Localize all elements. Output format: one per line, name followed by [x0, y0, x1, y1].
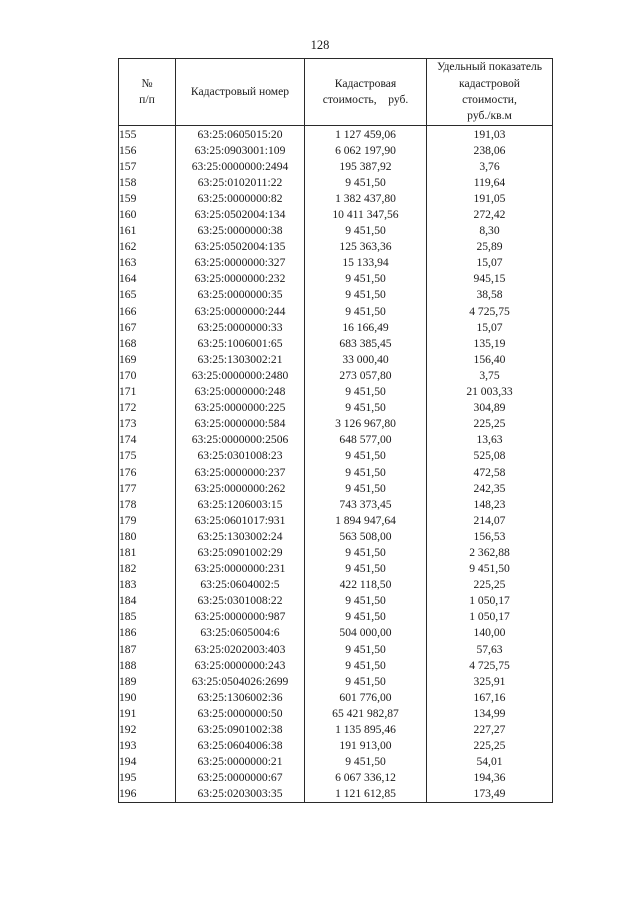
header-num — [119, 59, 176, 126]
cadastral-value: 10 411 347,56 — [305, 206, 427, 222]
header-specific-line-3: стоимости, — [462, 93, 517, 106]
cadastral-value: 6 062 197,90 — [305, 142, 427, 158]
specific-value: 242,35 — [427, 480, 553, 496]
specific-value: 167,16 — [427, 689, 553, 705]
cadastral-value: 6 067 336,12 — [305, 770, 427, 786]
cadastral-number: 63:25:0000000:243 — [176, 657, 305, 673]
row-number: 192 — [119, 721, 176, 737]
row-number: 193 — [119, 738, 176, 754]
cadastral-number: 63:25:0000000:987 — [176, 609, 305, 625]
cadastral-number: 63:25:0301008:23 — [176, 448, 305, 464]
cadastral-value: 9 451,50 — [305, 544, 427, 560]
row-number: 196 — [119, 786, 176, 803]
cadastral-number: 63:25:1006001:65 — [176, 335, 305, 351]
specific-value: 15,07 — [427, 319, 553, 335]
specific-value: 54,01 — [427, 754, 553, 770]
cadastral-number: 63:25:0000000:262 — [176, 480, 305, 496]
cadastral-value: 1 127 459,06 — [305, 126, 427, 143]
cadastral-value: 9 451,50 — [305, 561, 427, 577]
cadastral-number: 63:25:0604006:38 — [176, 738, 305, 754]
cadastral-number: 63:25:0901002:29 — [176, 544, 305, 560]
row-number: 173 — [119, 416, 176, 432]
cadastral-number: 63:25:0000000:237 — [176, 464, 305, 480]
cadastral-value: 1 382 437,80 — [305, 190, 427, 206]
header-specific — [427, 59, 553, 126]
table-row — [119, 738, 553, 754]
cadastral-number: 63:25:0604002:5 — [176, 577, 305, 593]
specific-value: 3,76 — [427, 158, 553, 174]
cadastral-value: 683 385,45 — [305, 335, 427, 351]
cadastral-number: 63:25:0000000:327 — [176, 255, 305, 271]
table-row — [119, 416, 553, 432]
row-number: 161 — [119, 223, 176, 239]
header-num-line-1: № — [141, 76, 153, 90]
cadastral-value: 648 577,00 — [305, 432, 427, 448]
table-row — [119, 206, 553, 222]
cadastral-value: 273 057,80 — [305, 367, 427, 383]
header-cadastral-number: Кадастровый номер — [176, 59, 305, 126]
cadastral-value: 33 000,40 — [305, 351, 427, 367]
row-number: 170 — [119, 367, 176, 383]
cadastral-number: 63:25:0605015:20 — [176, 126, 305, 143]
row-number: 175 — [119, 448, 176, 464]
cadastral-value: 563 508,00 — [305, 528, 427, 544]
cadastral-number: 63:25:0203003:35 — [176, 786, 305, 803]
row-number: 174 — [119, 432, 176, 448]
table-row — [119, 174, 553, 190]
cadastral-value: 9 451,50 — [305, 673, 427, 689]
cadastral-number: 63:25:0504026:2699 — [176, 673, 305, 689]
specific-value: 38,58 — [427, 287, 553, 303]
row-number: 178 — [119, 496, 176, 512]
specific-value: 148,23 — [427, 496, 553, 512]
cadastral-value: 9 451,50 — [305, 641, 427, 657]
table-row — [119, 287, 553, 303]
cadastral-number: 63:25:0000000:82 — [176, 190, 305, 206]
row-number: 187 — [119, 641, 176, 657]
table-row — [119, 480, 553, 496]
table-row — [119, 239, 553, 255]
cadastral-value: 65 421 982,87 — [305, 705, 427, 721]
row-number: 165 — [119, 287, 176, 303]
cadastral-value: 9 451,50 — [305, 400, 427, 416]
cadastral-number: 63:25:0000000:248 — [176, 384, 305, 400]
cadastral-value: 9 451,50 — [305, 754, 427, 770]
cadastral-value: 9 451,50 — [305, 480, 427, 496]
table-row — [119, 577, 553, 593]
cadastral-number: 63:25:0000000:21 — [176, 754, 305, 770]
cadastral-value: 743 373,45 — [305, 496, 427, 512]
cadastral-value: 422 118,50 — [305, 577, 427, 593]
specific-value: 325,91 — [427, 673, 553, 689]
header-specific-line-2: кадастровой — [459, 76, 520, 90]
specific-value: 13,63 — [427, 432, 553, 448]
cadastral-value: 125 363,36 — [305, 239, 427, 255]
header-value-line-1: Кадастровая — [334, 76, 397, 90]
header-num-line-2: п/п — [139, 93, 155, 106]
cadastral-value: 15 133,94 — [305, 255, 427, 271]
cadastral-number: 63:25:0000000:2506 — [176, 432, 305, 448]
table-row — [119, 432, 553, 448]
specific-value: 135,19 — [427, 335, 553, 351]
table-row — [119, 335, 553, 351]
row-number: 167 — [119, 319, 176, 335]
cadastral-number: 63:25:0000000:2480 — [176, 367, 305, 383]
table-row — [119, 400, 553, 416]
table-row — [119, 528, 553, 544]
table-row — [119, 593, 553, 609]
table-row — [119, 303, 553, 319]
header-value-line-2: стоимость, руб. — [322, 93, 409, 106]
row-number: 166 — [119, 303, 176, 319]
cadastral-value: 9 451,50 — [305, 464, 427, 480]
row-number: 182 — [119, 561, 176, 577]
specific-value: 945,15 — [427, 271, 553, 287]
specific-value: 4 725,75 — [427, 657, 553, 673]
table-row — [119, 223, 553, 239]
cadastral-number: 63:25:0202003:403 — [176, 641, 305, 657]
specific-value: 1 050,17 — [427, 593, 553, 609]
header-specific-line-1: Удельный показатель — [436, 60, 543, 74]
row-number: 190 — [119, 689, 176, 705]
specific-value: 2 362,88 — [427, 544, 553, 560]
specific-value: 173,49 — [427, 786, 553, 803]
row-number: 160 — [119, 206, 176, 222]
row-number: 164 — [119, 271, 176, 287]
row-number: 177 — [119, 480, 176, 496]
row-number: 162 — [119, 239, 176, 255]
row-number: 168 — [119, 335, 176, 351]
table-row — [119, 786, 553, 803]
specific-value: 15,07 — [427, 255, 553, 271]
table-body — [119, 126, 553, 803]
row-number: 194 — [119, 754, 176, 770]
table-row — [119, 496, 553, 512]
row-number: 172 — [119, 400, 176, 416]
cadastral-number: 63:25:0000000:244 — [176, 303, 305, 319]
table-row — [119, 448, 553, 464]
table-row — [119, 657, 553, 673]
cadastral-value: 1 121 612,85 — [305, 786, 427, 803]
cadastral-value: 9 451,50 — [305, 609, 427, 625]
cadastral-table — [118, 58, 553, 803]
row-number: 184 — [119, 593, 176, 609]
cadastral-value: 601 776,00 — [305, 689, 427, 705]
specific-value: 238,06 — [427, 142, 553, 158]
table-row — [119, 754, 553, 770]
cadastral-number: 63:25:0601017:931 — [176, 512, 305, 528]
cadastral-number: 63:25:0901002:38 — [176, 721, 305, 737]
header-specific-line-4: руб./кв.м — [467, 109, 512, 123]
specific-value: 225,25 — [427, 416, 553, 432]
row-number: 155 — [119, 126, 176, 143]
row-number: 181 — [119, 544, 176, 560]
cadastral-value: 9 451,50 — [305, 223, 427, 239]
row-number: 158 — [119, 174, 176, 190]
specific-value: 1 050,17 — [427, 609, 553, 625]
row-number: 189 — [119, 673, 176, 689]
table-row — [119, 770, 553, 786]
cadastral-number: 63:25:0000000:584 — [176, 416, 305, 432]
row-number: 180 — [119, 528, 176, 544]
cadastral-number: 63:25:0000000:232 — [176, 271, 305, 287]
row-number: 169 — [119, 351, 176, 367]
table-row — [119, 512, 553, 528]
row-number: 179 — [119, 512, 176, 528]
specific-value: 156,53 — [427, 528, 553, 544]
specific-value: 227,27 — [427, 721, 553, 737]
row-number: 171 — [119, 384, 176, 400]
row-number: 159 — [119, 190, 176, 206]
row-number: 185 — [119, 609, 176, 625]
cadastral-number: 63:25:0000000:225 — [176, 400, 305, 416]
specific-value: 25,89 — [427, 239, 553, 255]
cadastral-value: 9 451,50 — [305, 271, 427, 287]
table-row — [119, 384, 553, 400]
cadastral-value: 16 166,49 — [305, 319, 427, 335]
cadastral-value: 9 451,50 — [305, 593, 427, 609]
table-row — [119, 721, 553, 737]
table-row — [119, 705, 553, 721]
specific-value: 9 451,50 — [427, 561, 553, 577]
row-number: 156 — [119, 142, 176, 158]
table-row — [119, 351, 553, 367]
specific-value: 214,07 — [427, 512, 553, 528]
cadastral-value: 9 451,50 — [305, 657, 427, 673]
row-number: 163 — [119, 255, 176, 271]
row-number: 183 — [119, 577, 176, 593]
cadastral-value: 1 135 895,46 — [305, 721, 427, 737]
row-number: 186 — [119, 625, 176, 641]
table-row — [119, 271, 553, 287]
specific-value: 225,25 — [427, 577, 553, 593]
specific-value: 57,63 — [427, 641, 553, 657]
cadastral-number: 63:25:0000000:35 — [176, 287, 305, 303]
header-value — [305, 59, 427, 126]
specific-value: 191,03 — [427, 126, 553, 143]
cadastral-number: 63:25:0000000:50 — [176, 705, 305, 721]
cadastral-number: 63:25:0102011:22 — [176, 174, 305, 190]
cadastral-value: 3 126 967,80 — [305, 416, 427, 432]
specific-value: 119,64 — [427, 174, 553, 190]
cadastral-number: 63:25:0000000:231 — [176, 561, 305, 577]
cadastral-number: 63:25:1303002:21 — [176, 351, 305, 367]
cadastral-number: 63:25:0000000:2494 — [176, 158, 305, 174]
table-row — [119, 190, 553, 206]
table-row — [119, 673, 553, 689]
specific-value: 3,75 — [427, 367, 553, 383]
cadastral-number: 63:25:0000000:38 — [176, 223, 305, 239]
specific-value: 191,05 — [427, 190, 553, 206]
cadastral-number: 63:25:0502004:134 — [176, 206, 305, 222]
table-row — [119, 464, 553, 480]
specific-value: 21 003,33 — [427, 384, 553, 400]
specific-value: 140,00 — [427, 625, 553, 641]
table-row — [119, 126, 553, 143]
cadastral-number: 63:25:0502004:135 — [176, 239, 305, 255]
cadastral-number: 63:25:0301008:22 — [176, 593, 305, 609]
cadastral-value: 9 451,50 — [305, 384, 427, 400]
table-row — [119, 255, 553, 271]
specific-value: 4 725,75 — [427, 303, 553, 319]
table-row — [119, 561, 553, 577]
cadastral-value: 9 451,50 — [305, 174, 427, 190]
table-row — [119, 142, 553, 158]
specific-value: 272,42 — [427, 206, 553, 222]
specific-value: 8,30 — [427, 223, 553, 239]
cadastral-value: 195 387,92 — [305, 158, 427, 174]
cadastral-number: 63:25:0000000:67 — [176, 770, 305, 786]
table-row — [119, 625, 553, 641]
cadastral-value: 9 451,50 — [305, 448, 427, 464]
row-number: 191 — [119, 705, 176, 721]
table-row — [119, 689, 553, 705]
cadastral-value: 1 894 947,64 — [305, 512, 427, 528]
table-row — [119, 319, 553, 335]
specific-value: 194,36 — [427, 770, 553, 786]
cadastral-number: 63:25:1306002:36 — [176, 689, 305, 705]
specific-value: 134,99 — [427, 705, 553, 721]
specific-value: 225,25 — [427, 738, 553, 754]
specific-value: 156,40 — [427, 351, 553, 367]
specific-value: 472,58 — [427, 464, 553, 480]
table-row — [119, 367, 553, 383]
row-number: 176 — [119, 464, 176, 480]
cadastral-number: 63:25:0903001:109 — [176, 142, 305, 158]
cadastral-number: 63:25:0605004:6 — [176, 625, 305, 641]
table-row — [119, 641, 553, 657]
table-row — [119, 158, 553, 174]
cadastral-value: 504 000,00 — [305, 625, 427, 641]
row-number: 157 — [119, 158, 176, 174]
page-number: 128 — [310, 38, 330, 52]
row-number: 195 — [119, 770, 176, 786]
specific-value: 525,08 — [427, 448, 553, 464]
cadastral-number: 63:25:1206003:15 — [176, 496, 305, 512]
table-row — [119, 544, 553, 560]
cadastral-value: 191 913,00 — [305, 738, 427, 754]
row-number: 188 — [119, 657, 176, 673]
cadastral-number: 63:25:1303002:24 — [176, 528, 305, 544]
table-row — [119, 609, 553, 625]
table-header-row — [119, 59, 553, 126]
cadastral-value: 9 451,50 — [305, 303, 427, 319]
cadastral-number: 63:25:0000000:33 — [176, 319, 305, 335]
cadastral-value: 9 451,50 — [305, 287, 427, 303]
specific-value: 304,89 — [427, 400, 553, 416]
